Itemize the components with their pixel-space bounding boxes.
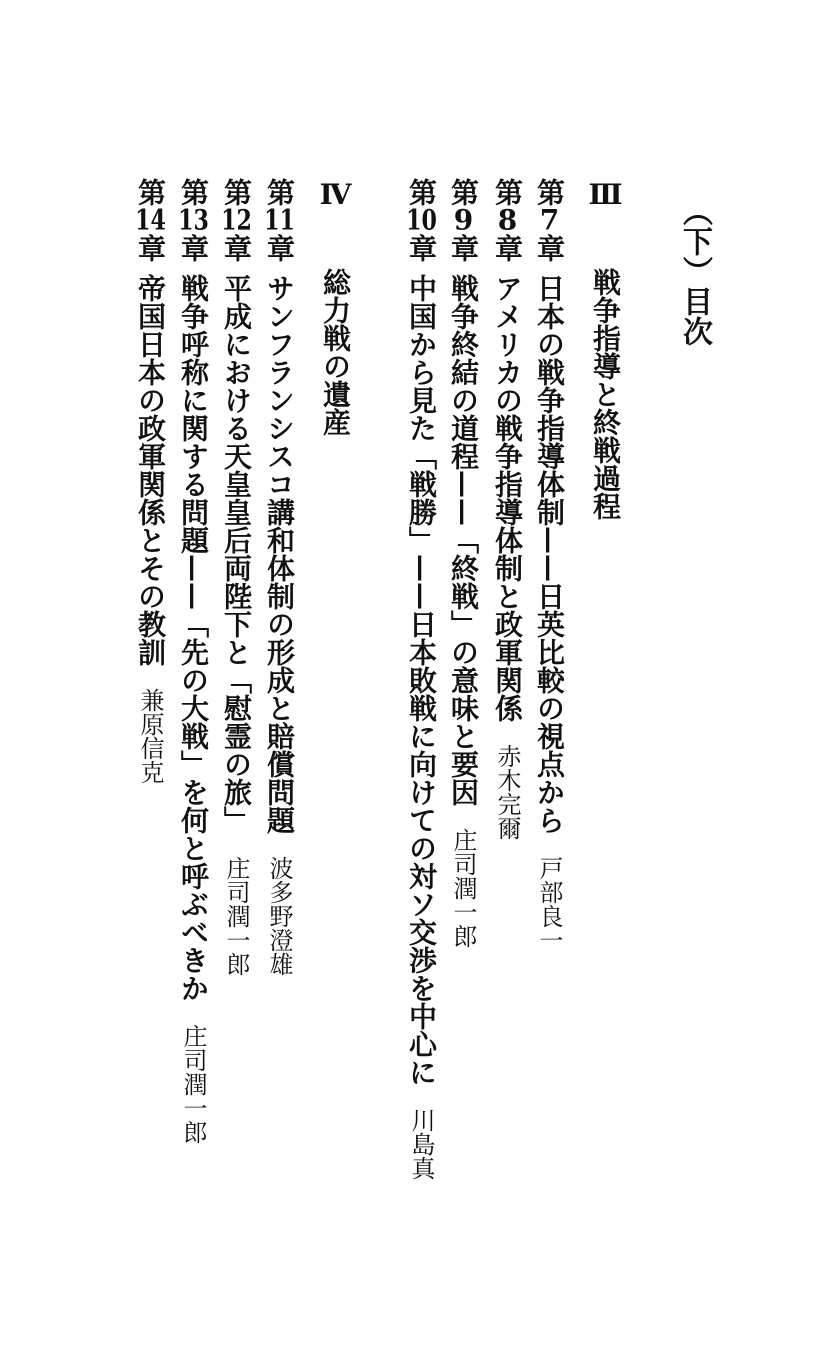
chapter-title: サンフランシスコ講和体制の形成と賠償問題 [263,274,296,834]
chapter-author: 川島真 [407,1108,435,1180]
part-title: 戦争指導と終戦過程 [589,267,622,520]
chapter-12 [219,178,253,976]
chapter-14 [133,178,167,784]
chapter-7 [532,178,566,952]
chapter-title: 中国から見た「戦勝」——日本敗戦に向けての対ソ交渉を中心に [405,274,438,1086]
part-numeral: Ⅲ [589,178,622,211]
chapter-title: 戦争終結の道程——「終戦」の意味と要因 [447,274,480,806]
chapter-number: 第14章 [134,178,167,262]
chapter-number: 第11章 [263,178,296,262]
chapter-8 [490,178,524,840]
chapter-author: 庄司潤一郎 [222,856,250,976]
chapter-title: 帝国日本の政軍関係とその教訓 [134,274,167,666]
chapter-title: 戦争呼称に関する問題——「先の大戦」を何と呼ぶべきか [177,274,210,1002]
chapter-number: 第12章 [220,178,253,262]
chapter-author: 戸部良一 [535,856,563,952]
part-numeral: Ⅳ [319,178,352,211]
chapter-title: アメリカの戦争指導体制と政軍関係 [491,274,524,722]
chapter-author: 庄司潤一郎 [449,828,477,948]
part-heading-4 [318,178,352,436]
chapter-number: 第13章 [177,178,210,262]
chapter-author: 波多野澄雄 [265,856,293,976]
part-heading-3 [588,178,622,520]
chapter-number: 第10章 [405,178,438,262]
chapter-author: 兼原信克 [136,688,164,784]
toc-title: （下）目次 [677,196,712,346]
chapter-9 [446,178,480,948]
chapter-title: 日本の戦争指導体制——日英比較の視点から [533,274,566,834]
chapter-number: 第7章 [533,178,566,262]
chapter-number: 第8章 [491,178,524,262]
chapter-title: 平成における天皇皇后両陛下と「慰霊の旅」 [220,274,253,834]
chapter-13 [176,178,210,1144]
chapter-author: 庄司潤一郎 [179,1024,207,1144]
chapter-11 [262,178,296,976]
chapter-10 [404,178,438,1180]
chapter-author: 赤木完爾 [493,744,521,840]
chapter-number: 第9章 [447,178,480,262]
part-title: 総力戦の遺産 [319,267,352,436]
